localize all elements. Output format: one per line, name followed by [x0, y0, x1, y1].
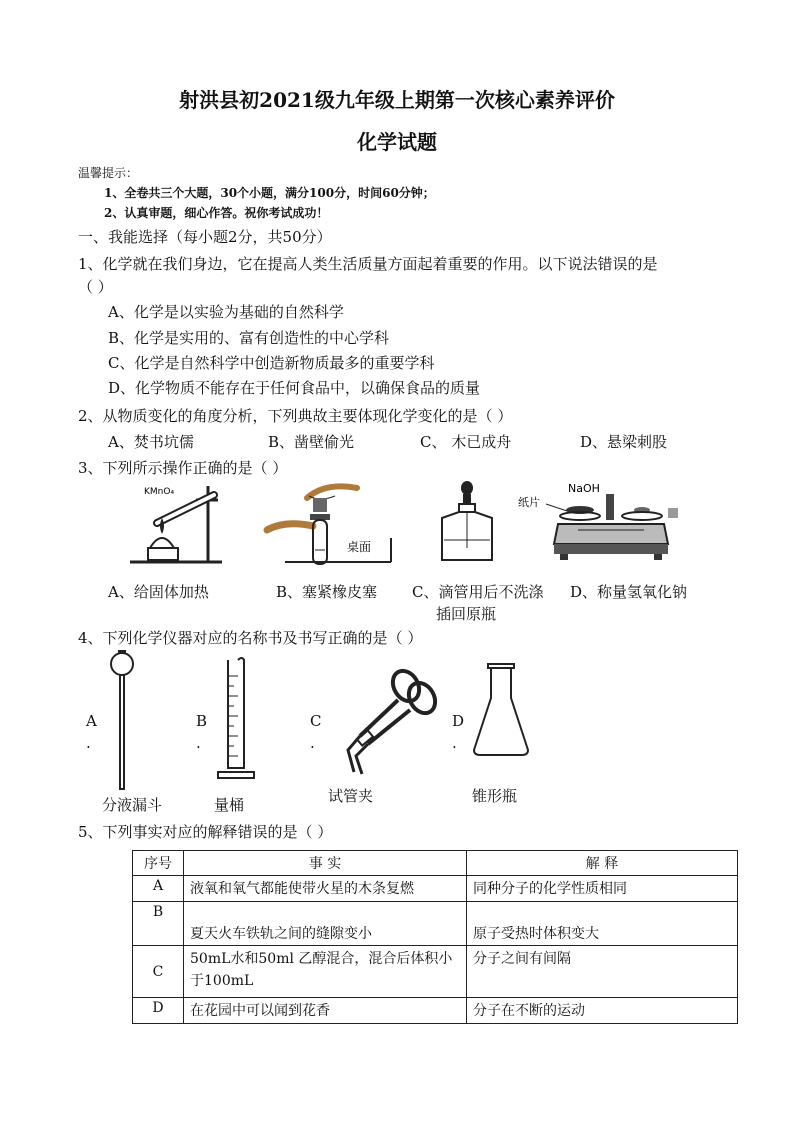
- conical-flask-figure: [470, 664, 532, 758]
- row-explain: 同种分子的化学性质相同: [467, 876, 738, 902]
- table-header-row: [133, 851, 738, 876]
- tip-item: 1、全卷共三个大题，30个小题，满分100分，时间60分钟；: [104, 186, 435, 200]
- balance-figure: [518, 478, 686, 568]
- row-fact: 液氧和氧气都能使带火星的木条复燃: [184, 876, 467, 902]
- table-row: [133, 998, 738, 1024]
- q2-option-c: C、 木已成舟: [420, 433, 512, 451]
- q4-dot: .: [86, 734, 91, 752]
- tips-heading: 温馨提示：: [78, 166, 139, 180]
- naoh-label: NaOH: [568, 482, 600, 495]
- q1-option-c: C、化学是自然科学中创造新物质最多的重要学科: [108, 354, 435, 372]
- q4-dot: .: [196, 734, 201, 752]
- q3-option-a: A、给固体加热: [108, 583, 209, 601]
- q1-option-b: B、化学是实用的、富有创造性的中心学科: [108, 329, 390, 347]
- q4-letter-a: A: [86, 712, 97, 730]
- q2-option-d: D、悬梁刺股: [580, 433, 668, 451]
- paper-label: 纸片: [518, 496, 540, 509]
- q4-letter-d: D: [452, 712, 465, 730]
- q3-option-d: D、称量氢氧化钠: [570, 583, 688, 601]
- q4-name-d: 锥形瓶: [472, 787, 518, 805]
- row-fact: 夏天火车铁轨之间的缝隙变小: [184, 902, 467, 946]
- q1-option-a: A、化学是以实验为基础的自然科学: [108, 303, 344, 321]
- row-fact: 50mL水和50ml 乙醇混合，混合后体积小于100mL: [184, 946, 467, 998]
- q4-stem: 4、下列化学仪器对应的名称书及书写正确的是（ ）: [78, 629, 423, 647]
- row-id: A: [133, 876, 184, 902]
- q4-dot: .: [452, 734, 457, 752]
- heating-solid-figure: [122, 478, 232, 568]
- q1-stem: 1、化学就在我们身边，它在提高人类生活质量方面起着重要的作用。以下说法错误的是: [78, 255, 658, 273]
- table-row: [133, 946, 738, 998]
- stopper-figure: [265, 478, 395, 568]
- row-id: C: [133, 946, 184, 998]
- q5-stem: 5、下列事实对应的解释错误的是（ ）: [78, 823, 333, 841]
- q4-dot: .: [310, 734, 315, 752]
- kmno4-label: KMnO₄: [144, 487, 175, 497]
- exam-subject: 化学试题: [357, 130, 437, 154]
- row-explain: 分子之间有间隔: [467, 946, 738, 998]
- tip-item: 2、认真审题，细心作答。祝你考试成功！: [104, 206, 329, 220]
- header-cell-fact: 事 实: [184, 851, 467, 876]
- q3-option-b: B、塞紧橡皮塞: [276, 583, 378, 601]
- q3-stem: 3、下列所示操作正确的是（ ）: [78, 459, 288, 477]
- q2-stem: 2、从物质变化的角度分析，下列典故主要体现化学变化的是（ ）: [78, 407, 513, 425]
- q1-answer-paren: （ ）: [78, 278, 113, 296]
- table-row: [133, 902, 738, 946]
- table-row: [133, 876, 738, 902]
- header-cell-explain: 解 释: [467, 851, 738, 876]
- q3-option-c-line2: 插回原瓶: [436, 605, 497, 623]
- graduated-cylinder-figure: [216, 656, 256, 780]
- row-explain: 分子在不断的运动: [467, 998, 738, 1024]
- test-tube-clamp-figure: [330, 664, 440, 776]
- q4-name-c: 试管夹: [328, 787, 374, 805]
- q4-letter-b: B: [196, 712, 208, 730]
- separatory-funnel-figure: [108, 650, 138, 792]
- row-id: D: [133, 998, 184, 1024]
- exam-title: 射洪县初2021级九年级上期第一次核心素养评价: [179, 88, 615, 112]
- section-heading: 一、我能选择（每小题2分，共50分）: [78, 228, 332, 246]
- q3-option-c: C、滴管用后不洗涤: [412, 583, 544, 601]
- header-cell-id: 序号: [133, 851, 184, 876]
- q2-option-b: B、凿壁偷光: [268, 433, 355, 451]
- dropper-bottle-figure: [432, 478, 502, 568]
- q4-letter-c: C: [310, 712, 322, 730]
- q4-name-a: 分液漏斗: [102, 796, 163, 814]
- row-fact: 在花园中可以闻到花香: [184, 998, 467, 1024]
- q2-option-a: A、焚书坑儒: [108, 433, 194, 451]
- facts-table: [132, 850, 738, 1024]
- q4-name-b: 量桶: [214, 796, 245, 814]
- row-explain: 原子受热时体积变大: [467, 902, 738, 946]
- desk-label: 桌面: [347, 540, 372, 554]
- row-id: B: [133, 902, 184, 946]
- q1-option-d: D、化学物质不能存在于任何食品中，以确保食品的质量: [108, 379, 481, 397]
